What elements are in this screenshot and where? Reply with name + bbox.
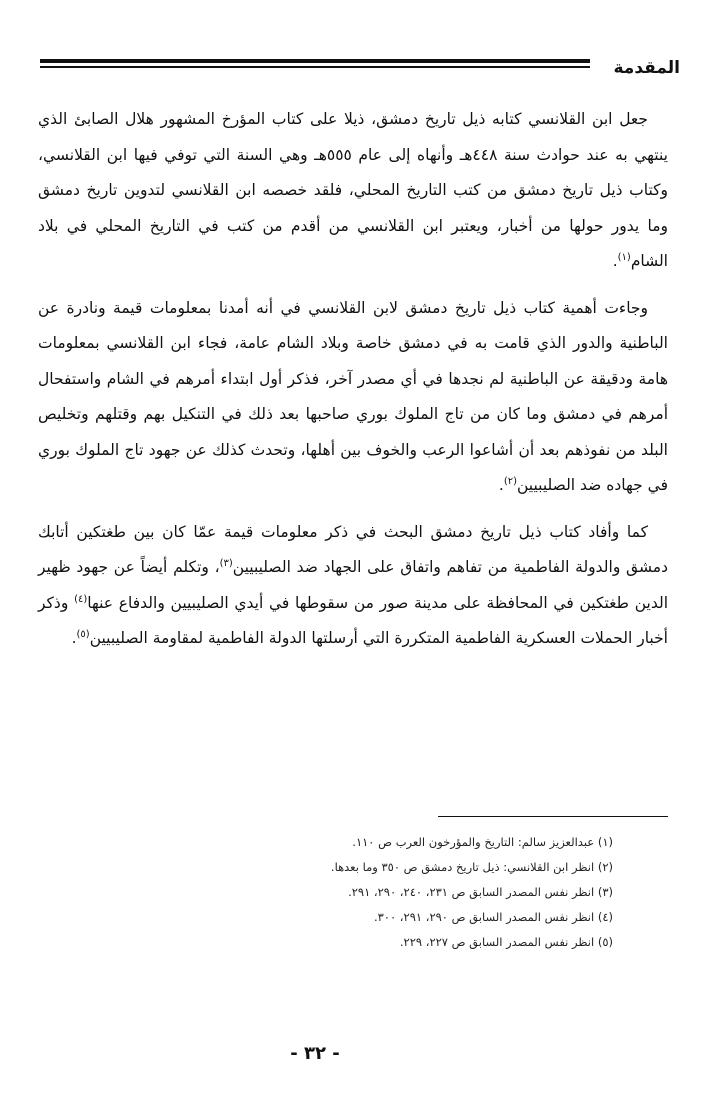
- footnote-ref: (١): [617, 251, 631, 263]
- footnote-ref: (٢): [503, 475, 517, 487]
- footnote-ref: (٥): [76, 628, 90, 640]
- paragraph-text: وجاءت أهمية كتاب ذيل تاريخ دمشق لابن القلانسي في أنه أمدنا بمعلومات قيمة ونادرة عن الباطنية والدور الذي قامت به في دمشق خاصة وبلاد الشام عامة، فجاء ابن القلانسي بمعلومات هامة ودقيقة عن الباطنية لم نجدها في أي مصدر آخر، فذكر أول ابتداء أمرهم في الشام واستفحال أمرهم في دمشق وما كان من تاج الملوك بوري صاحبها بعد ذلك في التنكيل بهم وقتلهم وتخليص البلد من نفوذهم بعد أن أشاعوا الرعب والخوف بين أهلها، وتحدث كذلك عن جهود تاج الملوك بوري في جهاده ضد الصليبيين: [38, 298, 668, 494]
- footnote-ref: (٣): [219, 557, 233, 569]
- running-header: [40, 46, 680, 86]
- footnote-item: (٣) انظر نفس المصدر السابق ص ٢٣١، ٢٤٠، ٢٩٠، ٢٩١.: [348, 885, 613, 899]
- page-number: - ٣٢ -: [290, 1043, 340, 1064]
- footnotes-list: [93, 830, 613, 955]
- paragraph-1: [38, 102, 668, 280]
- footnote-item: (٤) انظر نفس المصدر السابق ص ٢٩٠، ٢٩١، ٣٠٠.: [373, 910, 613, 924]
- main-text: [38, 102, 668, 657]
- header-rule-thin: [40, 66, 590, 68]
- footnote-item: (١) عبدالعزيز سالم: التاريخ والمؤرخون العرب ص ١١٠.: [352, 835, 613, 849]
- footnote-separator: [438, 816, 668, 817]
- header-rule-thick: [40, 59, 590, 63]
- paragraph-end: .: [498, 476, 504, 494]
- paragraph-text: وذكر أخبار الحملات العسكرية الفاطمية المتكررة التي أرسلتها الدولة الفاطمية لمقاومة الصليبيين: [38, 593, 668, 647]
- paragraph-3: [38, 515, 668, 657]
- paragraph-text: جعل ابن القلانسي كتابه ذيل تاريخ دمشق، ذيلا على كتاب المؤرخ المشهور هلال الصابئ الذي ينتهي به عند حوادث سنة ٤٤٨هـ وأنهاه إلى عام ٥٥٥هـ وهي السنة التي توفي فيها ابن القلانسي، وكتاب ذيل تاريخ دمشق من كتب التاريخ المحلي، فلقد خصصه ابن القلانسي لتدوين تاريخ دمشق وما يدور حولها من أخبار، ويعتبر ابن القلانسي من أقدم من كتب في التاريخ المحلي في بلاد الشام: [38, 110, 668, 270]
- footnote-item: (٥) انظر نفس المصدر السابق ص ٢٢٧، ٢٢٩.: [399, 935, 613, 949]
- paragraph-end: .: [71, 629, 77, 647]
- paragraph-text: ، وتكلم أيضاً عن جهود ظهير الدين طغتكين في المحافظة على مدينة صور من سقوطها في أيدي الصليبيين والدفاع عنها: [38, 558, 669, 612]
- footnote-item: (٢) انظر ابن القلانسي: ذيل تاريخ دمشق ص ٣٥٠ وما بعدها.: [330, 860, 613, 874]
- footnote-ref: (٤): [74, 593, 88, 605]
- paragraph-2: [38, 291, 668, 504]
- paragraph-text: كما وأفاد كتاب ذيل تاريخ دمشق البحث في ذكر معلومات قيمة عمّا كان بين طغتكين أتابك دمشق والدولة الفاطمية من تفاهم واتفاق على الجهاد ضد الصليبيين: [38, 522, 668, 576]
- chapter-title: المقدمة: [613, 58, 680, 78]
- paragraph-end: .: [612, 252, 618, 270]
